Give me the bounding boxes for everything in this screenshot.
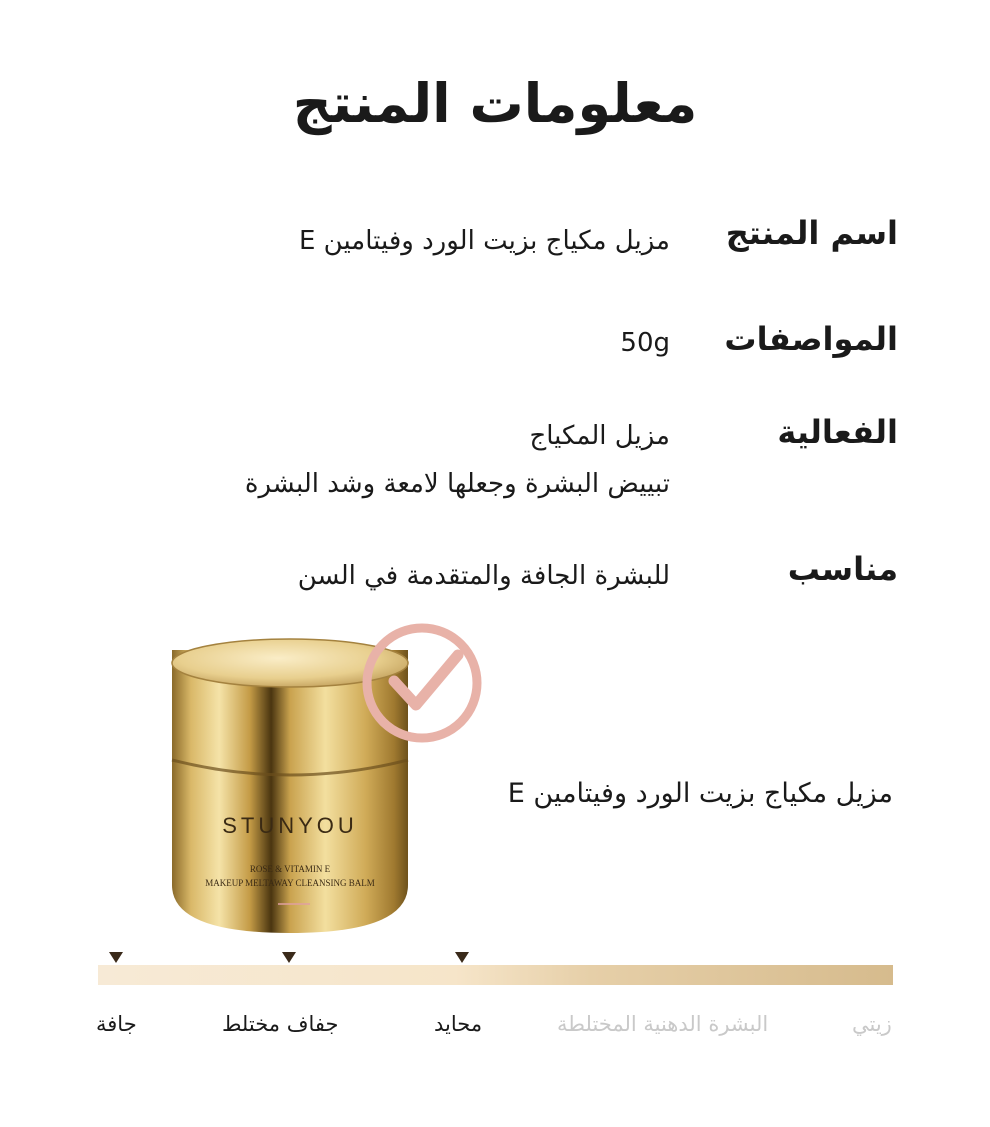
product-brand-text: STUNYOU <box>222 813 358 838</box>
product-name-value: مزيل مكياج بزيت الورد وفيتامين E <box>298 226 670 256</box>
scale-marker-normal <box>455 952 469 963</box>
row-value-product-name <box>299 217 670 265</box>
row-label-product-name: اسم المنتج <box>725 214 898 252</box>
product-line1-text: ROSE & VITAMIN E <box>249 864 331 874</box>
scale-label-oily: زيتي <box>852 1012 892 1036</box>
product-jar-illustration <box>150 615 500 945</box>
row-label-effectiveness: الفعالية <box>777 413 898 451</box>
row-value-suitable <box>298 552 670 600</box>
row-value-specifications <box>620 319 670 367</box>
page-title: معلومات المنتج <box>292 72 698 135</box>
effectiveness-value-2: تبييض البشرة وجعلها لامعة وشد البشرة <box>244 469 670 499</box>
specifications-value: 50g <box>620 328 670 358</box>
effectiveness-value-1: مزيل المكياج <box>529 421 670 451</box>
scale-marker-dry <box>109 952 123 963</box>
skin-type-scale-bar <box>98 965 893 985</box>
scale-marker-combination-dry <box>282 952 296 963</box>
row-value-effectiveness <box>245 412 670 508</box>
product-line2-text: MAKEUP MELTAWAY CLEANSING BALM <box>205 878 375 888</box>
scale-label-normal: محايد <box>434 1012 483 1036</box>
product-caption: مزيل مكياج بزيت الورد وفيتامين E <box>507 778 893 809</box>
row-label-specifications: المواصفات <box>724 320 898 358</box>
scale-label-dry: جافة <box>96 1012 137 1036</box>
scale-label-combination-oily: البشرة الدهنية المختلطة <box>557 1012 769 1036</box>
product-image <box>150 615 500 945</box>
scale-label-combination-dry: جفاف مختلط <box>222 1012 339 1036</box>
row-label-suitable: مناسب <box>787 550 898 588</box>
suitable-value: للبشرة الجافة والمتقدمة في السن <box>297 561 670 591</box>
